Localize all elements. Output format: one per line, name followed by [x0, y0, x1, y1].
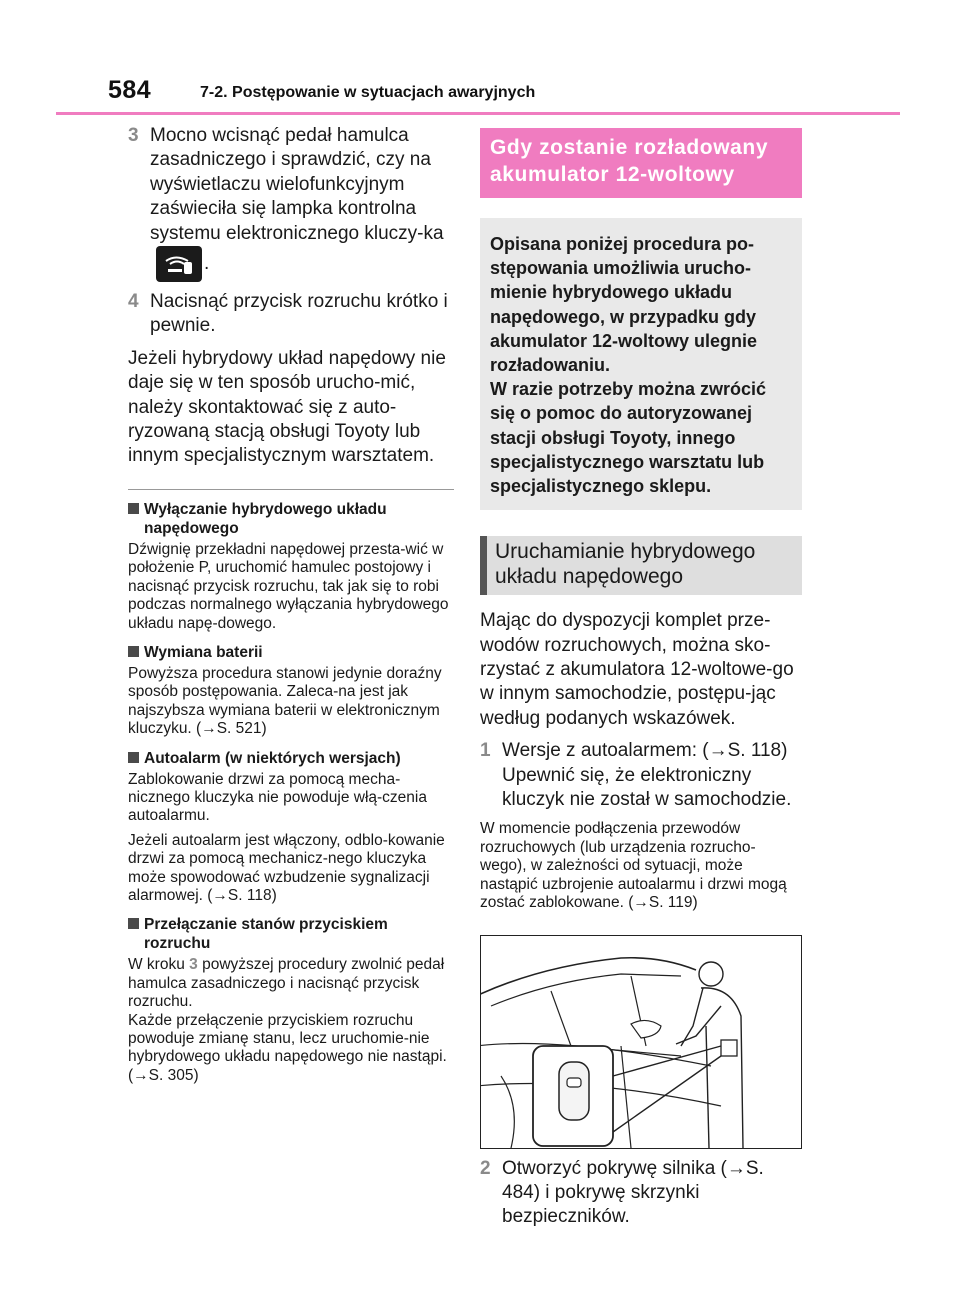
- info-text: W razie potrzeby można zwrócić się o pomoc do autoryzowanej stacji obsługi Toyoty, innego specjalistycznego warsztatu lub specjalistycznego sklepu.: [490, 379, 767, 497]
- note-text: Powyższa procedura stanowi jedynie doraźny sposób postępowania. Zaleca-na jest jak najszybsza wymiana baterii w elektronicznym kluczyku. (→S. 521): [128, 664, 442, 738]
- info-box: [480, 218, 802, 510]
- note-heading: Autoalarm (w niektórych wersjach): [128, 749, 454, 768]
- page-header: [108, 76, 900, 116]
- car-door-illustration: [480, 935, 802, 1149]
- note-heading: Przełączanie stanów przyciskiem rozruchu: [128, 915, 454, 953]
- note-block: [128, 749, 454, 906]
- info-text: Opisana poniżej procedura po-stępowania umożliwia urucho-mienie hybrydowego układu napędowego, w przypadku gdy akumulator 12-woltowy ulegnie rozładowaniu.: [490, 234, 758, 376]
- right-column: [480, 128, 802, 1230]
- section-divider: [128, 489, 454, 490]
- step-reference: 3: [189, 956, 198, 974]
- note-block: [128, 915, 454, 1085]
- step-number: 2: [480, 1157, 491, 1179]
- step-number: 1: [480, 740, 491, 762]
- header-rule: [56, 112, 900, 115]
- page-number: 584: [108, 76, 152, 104]
- section-title: Uruchamianie hybrydowego układu napędowego: [480, 536, 802, 595]
- step-text: Nacisnąć przycisk rozruchu krótko i pewnie.: [150, 291, 448, 337]
- step-text-end: .: [204, 253, 210, 275]
- small-note: W momencie podłączenia przewodów rozruchowych (lub urządzenia rozrucho-wego), w zależności od sytuacji, może nastąpić uzbrojenie autoalarmu i drzwi mogą zostać zablokowane. (→S. 119): [480, 820, 787, 912]
- square-bullet-icon: [128, 503, 139, 514]
- section-banner: Gdy zostanie rozładowany akumulator 12-woltowy: [480, 128, 802, 198]
- note-text: Dźwignię przekładni napędowej przesta-wić w położenie P, uruchomić hamulec postojowy i nacisnąć przycisk rozruchu, tak jak się to robi podczas normalnego wyłączania hybrydowego układu napę-dowego.: [128, 540, 449, 632]
- step-2: [480, 1157, 802, 1230]
- note-text: Jeżeli autoalarm jest włączony, odblo-kowanie drzwi za pomocą mechanicz-nego kluczyka może spowodować wzbudzenie sygnalizacji alarmowej. (→S. 118): [128, 831, 445, 904]
- body-paragraph: Jeżeli hybrydowy układ napędowy nie daje się w ten sposób urucho-mić, należy skontaktować się z auto-ryzowaną stacją obsługi Toyoty lub innym specjalistycznym warsztatem.: [128, 347, 446, 467]
- step-text: Mocno wcisnąć pedał hamulca zasadniczego i sprawdzić, czy na wyświetlaczu wielofunkcyjnym zaświeciła się lampka kontrolna systemu elektronicznego kluczy-ka: [150, 125, 444, 244]
- intro-paragraph: Mając do dyspozycji komplet prze-wodów rozruchowych, można sko-rzystać z akumulatora 12-woltowe-go w innym samochodzie, postępu-jąc według podanych wskazówek.: [480, 610, 794, 729]
- chapter-title: 7-2. Postępowanie w sytuacjach awaryjnych: [200, 84, 536, 101]
- note-block: [128, 643, 454, 739]
- note-text: W kroku 3 powyższej procedury zwolnić pedał hamulca zasadniczego i nacisnąć przycisk rozruchu.: [128, 956, 445, 1011]
- left-column: [128, 124, 454, 1085]
- square-bullet-icon: [128, 918, 139, 929]
- step-text: Wersje z autoalarmem: (→S. 118) Upewnić się, że elektroniczny kluczyk nie został w samochodzie.: [502, 740, 792, 811]
- note-heading: Wymiana baterii: [128, 643, 454, 662]
- note-text: Zablokowanie drzwi za pomocą mecha-nicznego kluczyka nie powoduje włą-czenia autoalarmu.: [128, 770, 427, 825]
- square-bullet-icon: [128, 752, 139, 763]
- step-4: [128, 290, 454, 339]
- note-block: [128, 500, 454, 633]
- step-number: 4: [128, 291, 139, 313]
- note-text: Każde przełączenie przyciskiem rozruchu powoduje zmianę stanu, lecz uruchomie-nie hybrydowego układu napędowego nie nastąpi. (→S. 305): [128, 1011, 447, 1084]
- step-number: 3: [128, 125, 139, 146]
- square-bullet-icon: [128, 646, 139, 657]
- step-text: Otworzyć pokrywę silnika (→S. 484) i pokrywę skrzynki bezpieczników.: [502, 1157, 764, 1228]
- car-illustration-svg: [481, 936, 801, 1148]
- step-3: [128, 124, 454, 282]
- note-heading: Wyłączanie hybrydowego układu napędowego: [128, 500, 454, 538]
- smart-key-indicator-icon: [156, 246, 202, 282]
- step-1: [480, 739, 802, 812]
